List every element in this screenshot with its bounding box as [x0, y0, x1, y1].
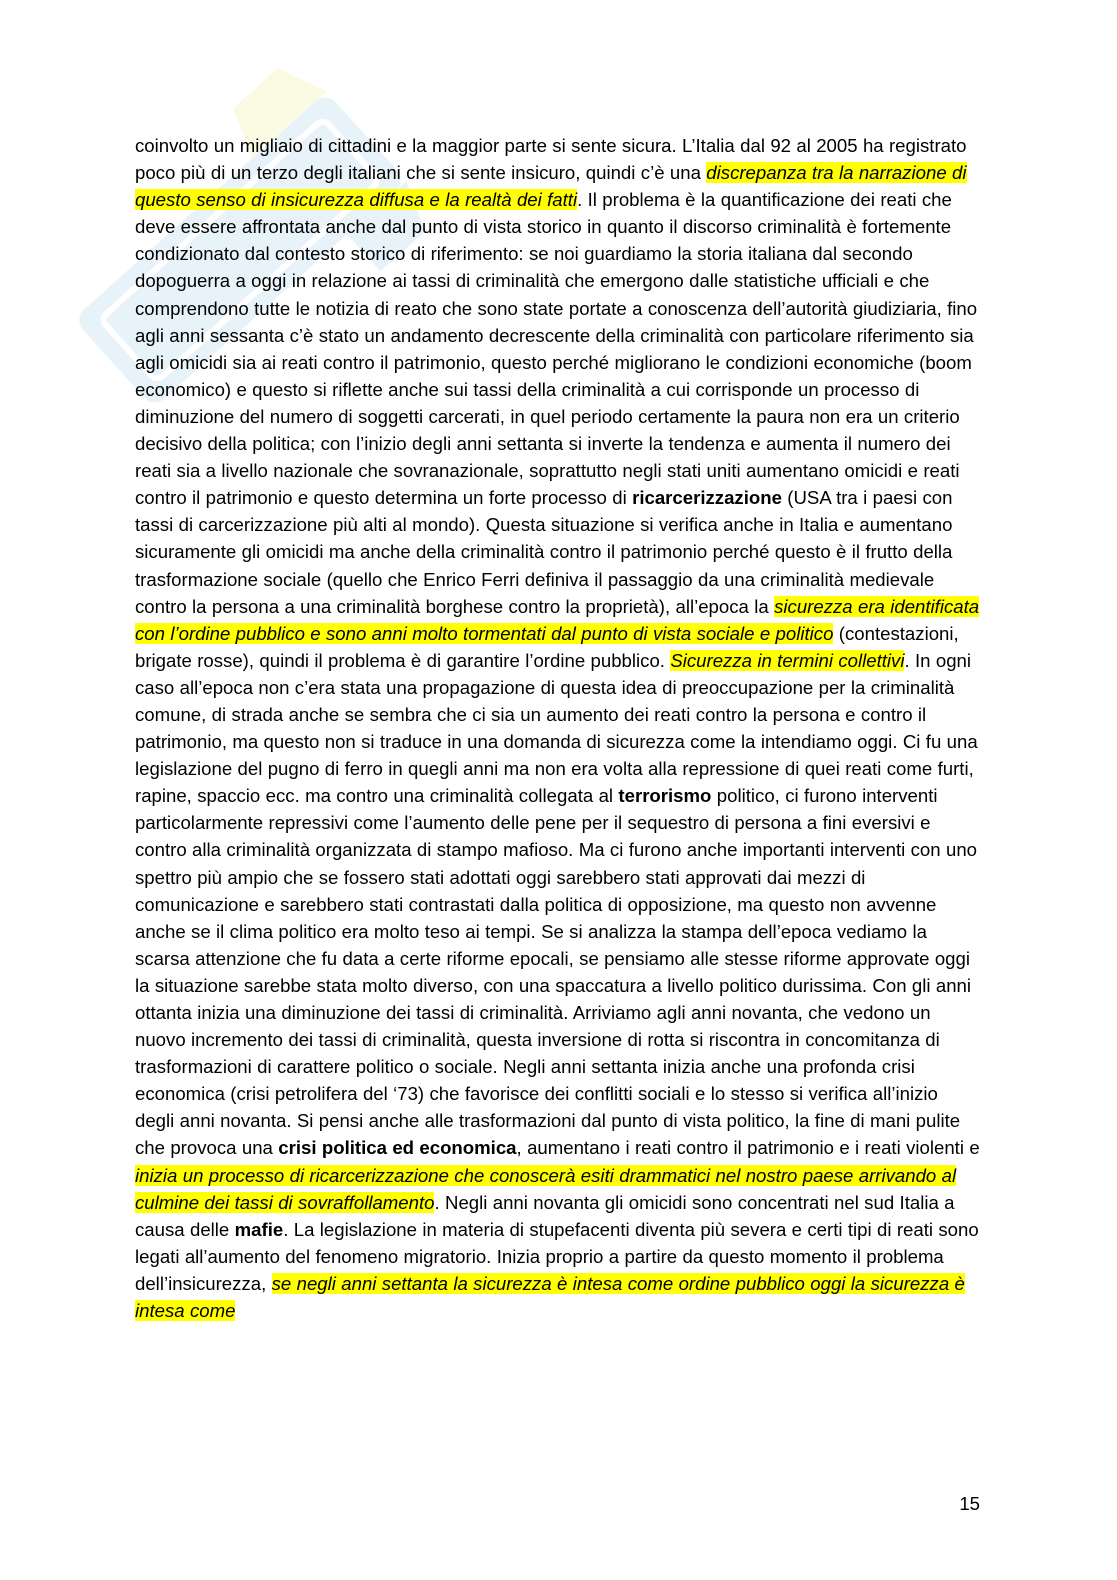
text-run: coinvolto un migliaio di cittadini e la maggior parte si sente sicura. L’Italia dal 92 al 2005 ha registrato poco più di un terzo degli italiani che si sente insicuro, quindi c’è una [135, 135, 967, 184]
bold-text: mafie [234, 1218, 284, 1240]
highlighted-text: sicurezza era identificata con l’ordine pubblico e sono anni molto tormentati dal punto di vista sociale e politico [135, 595, 980, 644]
body-text [135, 132, 982, 1324]
text-run: . Negli anni novanta gli omicidi sono concentrati nel sud Italia a causa delle [135, 1191, 955, 1240]
text-run: . In ogni caso all’epoca non c’era stata una propagazione di questa idea di preoccupazione per la criminalità comune, di strada anche se sembra che ci sia un aumento dei reati contro la persona e contro il patrimonio, ma questo non si traduce in una domanda di sicurezza come la intendiamo oggi. Ci fu una legislazione del pugno di ferro in quegli anni ma non era volta alla repressione di quei reati come furti, rapine, spaccio ecc. ma contro una criminalità collegata al [135, 649, 978, 807]
highlighted-text: discrepanza tra la narrazione di questo senso di insicurezza diffusa e la realtà dei fatti [135, 162, 967, 211]
highlighted-text: inizia un processo di ricarcerizzazione che conoscerà esiti drammatici nel nostro paese arrivando al culmine dei tassi di sovraffollamento [135, 1164, 957, 1213]
text-run: (USA tra i paesi con tassi di carcerizzazione più alti al mondo). Questa situazione si verifica anche in Italia e aumentano sicuramente gli omicidi ma anche della criminalità contro il patrimonio perché questo è il frutto della trasformazione sociale (quello che Enrico Ferri definiva il passaggio da una criminalità medievale contro la persona a una criminalità borghese contro la proprietà), all’epoca la [135, 487, 953, 617]
highlighted-text: Sicurezza in termini collettivi [670, 649, 905, 671]
highlighted-text: se negli anni settanta la sicurezza è intesa come ordine pubblico oggi la sicurezza è intesa come [135, 1272, 965, 1322]
bold-text: terrorismo [618, 785, 712, 807]
text-run: , aumentano i reati contro il patrimonio e i reati violenti e [516, 1137, 980, 1159]
text-run: . Il problema è la quantificazione dei reati che deve essere affrontata anche dal punto di vista storico in quanto il discorso criminalità è fortemente condizionato dal contesto storico di riferimento: se noi guardiamo la storia italiana dal secondo dopoguerra a oggi in relazione ai tassi di criminalità che emergono dalle statistiche ufficiali e che comprendono tutte le notizia di reato che sono state portate a conoscenza dell’autorità giudiziaria, fino agli anni sessanta c’è stato un andamento decrescente della criminalità con particolare riferimento sia agli omicidi sia ai reati contro il patrimonio, questo perché migliorano le condizioni economiche (boom economico) e questo si riflette anche sui tassi della criminalità a cui corrisponde un processo di diminuzione del numero di soggetti carcerati, in quel periodo certamente la paura non era un criterio decisivo della politica; con l’inizio degli anni settanta si inverte la tendenza e aumenta il numero dei reati sia a livello nazionale che sovranazionale, soprattutto negli stati uniti aumentano omicidi e reati contro il patrimonio e questo determina un forte processo di [135, 189, 978, 509]
body-paragraph [135, 132, 982, 1324]
text-run: . La legislazione in materia di stupefacenti diventa più severa e certi tipi di reati sono legati all’aumento del fenomeno migratorio. Inizia proprio a partire da questo momento il problema dell’insicurezza, [135, 1218, 979, 1294]
bold-text: ricarcerizzazione [632, 487, 782, 509]
page-number: 15 [959, 1493, 980, 1514]
text-run: politico, ci furono interventi particolarmente repressivi come l’aumento delle pene per il sequestro di persona a fini eversivi e contro alla criminalità organizzata di stampo mafioso. Ma ci furono anche importanti interventi con uno spettro più ampio che se fossero stati adottati oggi sarebbero stati approvati dai mezzi di comunicazione e sarebbero stati contrastati dalla politica di opposizione, ma questo non avvenne anche se il clima politico era molto teso ai tempi. Se si analizza la stampa dell’epoca vediamo la scarsa attenzione che fu data a certe riforme epocali, se pensiamo alle stesse riforme approvate oggi la situazione sarebbe stata molto diverso, con una spaccatura a livello politico durissima. Con gli anni ottanta inizia una diminuzione dei tassi di criminalità. Arriviamo agli anni novanta, che vedono un nuovo incremento dei tassi di criminalità, questa inversione di rotta si riscontra in concomitanza di trasformazioni di carattere politico o sociale. Negli anni settanta inizia anche una profonda crisi economica (crisi petrolifera del ‘73) che favorisce dei conflitti sociali e lo stesso si verifica all’inizio degli anni novanta. Si pensi anche alle trasformazioni dal punto di vista politico, la fine di mani pulite che provoca una [135, 785, 978, 1159]
bold-text: crisi politica ed economica [278, 1137, 517, 1159]
text-run: (contestazioni, brigate rosse), quindi il problema è di garantire l’ordine pubblico. [135, 622, 959, 671]
